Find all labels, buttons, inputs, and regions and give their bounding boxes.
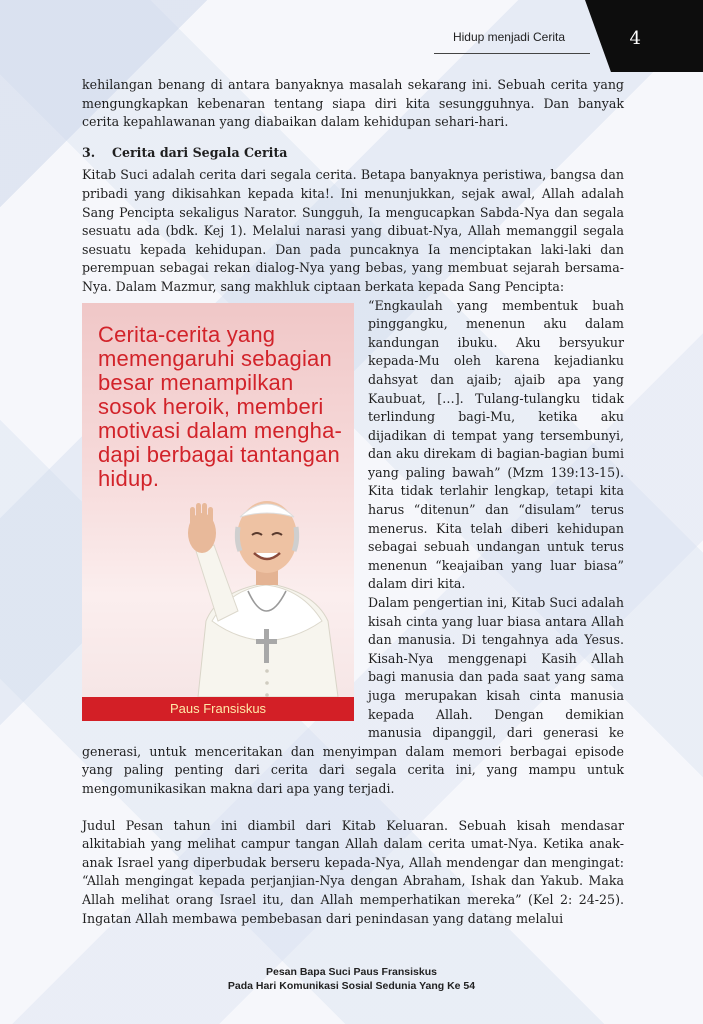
header-rule [434,53,590,54]
paragraph-exodus: Judul Pesan tahun ini diambil dari Kitab Keluaran. Sebuah kisah mendasar alkitabiah yang melihat campur tangan Allah dalam cerita umat-Nya. Ketika anak-anak Israel yang diperbudak berseru kepada-Nya, Allah mendengar dan mengingat: “Allah mengingat kepada perjanjian-Nya dengan Abraham, Ishak dan Yakub. Maka Allah melihat orang Israel itu, dan Allah memperhatikan mereka” (Kel 2: 24-25). Ingatan Allah membawa pembebasan dari penindasan yang datang melalui [82,817,624,926]
paragraph-intro: kehilangan benang di antara banyaknya masalah sekarang ini. Sebuah cerita yang mengungkapkan kebenaran tentang siapa diri kita sesungguhnya. Dan banyak cerita kepahlawanan yang diabaikan dalam kehidupan sehari-hari. [82,77,624,130]
section-number: 3. [82,144,96,160]
section-heading [82,144,624,163]
figure-caption: Paus Fransiskus [82,697,354,721]
section-title: Cerita dari Segala Cerita [112,144,288,160]
footer-line-2: Pada Hari Komunikasi Sosial Sedunia Yang Ke 54 [227,980,476,992]
figure-quote: Cerita-cerita yang memengaruhi sebagian besar menampilkan sosok heroik, memberi motivasi dalam mengha-dapi berbagai tantangan hidup. [98,321,343,491]
main-content [82,76,624,928]
page-footer [0,965,703,993]
paragraph-scripture: Kitab Suci adalah cerita dari segala cerita. Betapa banyaknya peristiwa, bangsa dan pribadi yang dikisahkan kepada kita!. Ini menunjukkan, sejak awal, Allah adalah Sang Pencipta sekaligus Narator. Sungguh, Ia mengucapkan Sabda-Nya dan segala sesuatu ada (bdk. Kej 1). Melalui narasi yang dibuat-Nya, Allah memanggil segala sesuatu kepada kehidupan. Dan pada puncaknya Ia menciptakan laki-laki dan perempuan sebagai rekan dialog-Nya yang bebas, yang membuat sejarah bersama-Nya. Dalam Mazmur, sang makhluk ciptaan berkata kepada Sang Pencipta: [82,167,624,294]
paragraph-love-story: Dalam pengertian ini, Kitab Suci adalah kisah cinta yang luar biasa antara Allah dan manusia. Di tengahnya ada Yesus. Kisah-Nya menggenapi Kasih Allah bagi manusia dan pada saat yang sama juga merupakan kisah cinta manusia kepada Allah. Dengan demikian manusia dipanggil, dari generasi ke generasi, untuk menceritakan dan menyimpan dalam memori berbagai episode yang paling penting dari cerita dari segala cerita ini, yang mampu untuk mengomunikasikan makna dari apa yang terjadi. [82,595,624,796]
footer-line-1: Pesan Bapa Suci Paus Fransiskus [266,966,437,978]
paragraph-psalm-quote: “Engkaulah yang membentuk buah pinggangku, menenun aku dalam kandungan ibuku. Aku bersyukur kepada-Mu oleh karena kejadianku dahsyat dan ajaib; ajaib apa yang Kaubuat, […]. Tulang-tulangku tidak terlindung bagi-Mu, ketika aku dijadikan di tempat yang tersembunyi, dan aku direkam di bagian-bagian bumi yang paling bawah” (Mzm 139:13-15). Kita tidak terlahir lengkap, tetapi kita harus “ditenun” dan “disulam” terus menerus. Kita telah diberi kehidupan sebagai sebuah undangan untuk terus menenun “keajaiban yang luar biasa” dalam diri kita. [368,297,624,592]
pope-illustration [178,471,354,697]
page-number: 4 [629,28,641,49]
running-header-title: Hidup menjadi Cerita [452,30,565,44]
pope-figure [82,303,354,727]
pope-image-panel [82,303,354,721]
